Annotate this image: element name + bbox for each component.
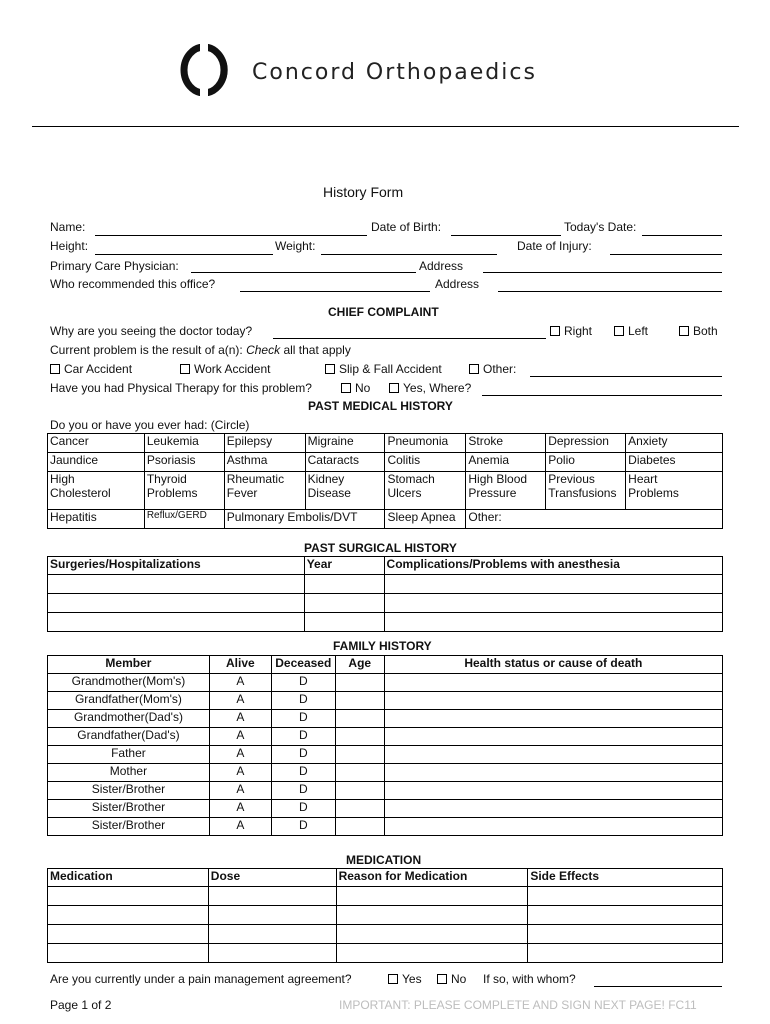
table-row bbox=[48, 613, 723, 632]
name-label: Name: bbox=[50, 220, 86, 234]
address2-label: Address bbox=[435, 277, 480, 291]
deceased-option[interactable]: D bbox=[271, 728, 335, 746]
result-label: Current problem is the result of a(n): Check all that apply bbox=[50, 343, 351, 357]
condition-cell[interactable]: High Cholesterol bbox=[48, 472, 145, 510]
alive-option[interactable]: A bbox=[209, 746, 271, 764]
condition-cell[interactable]: Colitis bbox=[385, 453, 466, 472]
medication-col-4: Side Effects bbox=[528, 869, 723, 887]
right-option[interactable]: Right bbox=[550, 324, 592, 338]
pmh-intro: Do you or have you ever had: (Circle) bbox=[50, 418, 250, 432]
condition-cell[interactable]: Pulmonary Embolis/DVT bbox=[224, 510, 385, 529]
alive-option[interactable]: A bbox=[209, 728, 271, 746]
family-member-cell: Mother bbox=[48, 764, 210, 782]
table-row bbox=[48, 674, 723, 692]
age-cell[interactable] bbox=[335, 800, 384, 818]
slip-checkbox[interactable] bbox=[325, 364, 335, 374]
family-member-cell: Grandmother(Dad's) bbox=[48, 710, 210, 728]
work-option[interactable]: Work Accident bbox=[180, 362, 270, 376]
address1-field[interactable] bbox=[483, 272, 722, 273]
address2-field[interactable] bbox=[498, 291, 722, 292]
condition-cell[interactable]: Polio bbox=[546, 453, 626, 472]
condition-cell[interactable]: Pneumonia bbox=[385, 434, 466, 453]
condition-cell[interactable]: Diabetes bbox=[626, 453, 723, 472]
condition-cell[interactable]: Stroke bbox=[466, 434, 546, 453]
family-member-cell: Grandfather(Mom's) bbox=[48, 692, 210, 710]
health-cell[interactable] bbox=[384, 800, 722, 818]
condition-cell[interactable]: Leukemia bbox=[144, 434, 224, 453]
medication-heading: MEDICATION bbox=[346, 853, 422, 867]
deceased-option[interactable]: D bbox=[271, 674, 335, 692]
age-cell[interactable] bbox=[335, 764, 384, 782]
table-row bbox=[48, 800, 723, 818]
table-row bbox=[48, 782, 723, 800]
today-label: Today's Date: bbox=[564, 220, 637, 234]
condition-cell[interactable]: Reflux/GERD bbox=[144, 510, 224, 529]
header-rule bbox=[32, 126, 739, 127]
family-member-cell: Grandmother(Mom's) bbox=[48, 674, 210, 692]
condition-cell[interactable]: Cataracts bbox=[305, 453, 385, 472]
pt-no-checkbox[interactable] bbox=[341, 383, 351, 393]
health-cell[interactable] bbox=[384, 764, 722, 782]
slip-option[interactable]: Slip & Fall Accident bbox=[325, 362, 442, 376]
family-col-alive: Alive bbox=[209, 656, 271, 674]
why-label: Why are you seeing the doctor today? bbox=[50, 324, 253, 338]
deceased-option[interactable]: D bbox=[271, 692, 335, 710]
weight-field[interactable] bbox=[321, 254, 497, 255]
table-row bbox=[48, 887, 723, 906]
table-row bbox=[48, 434, 723, 453]
pt-no-option[interactable]: No bbox=[341, 381, 370, 395]
family-member-cell: Father bbox=[48, 746, 210, 764]
alive-option[interactable]: A bbox=[209, 818, 271, 836]
pain-no-option[interactable]: No bbox=[437, 972, 466, 986]
pain-yes-checkbox[interactable] bbox=[388, 974, 398, 984]
form-title: History Form bbox=[323, 184, 404, 200]
condition-cell[interactable]: Asthma bbox=[224, 453, 305, 472]
condition-cell[interactable]: Epilepsy bbox=[224, 434, 305, 453]
pain-whom-field[interactable] bbox=[594, 986, 722, 987]
why-field[interactable] bbox=[273, 338, 546, 339]
alive-option[interactable]: A bbox=[209, 710, 271, 728]
medication-table bbox=[47, 868, 723, 963]
dob-label: Date of Birth: bbox=[371, 220, 442, 234]
deceased-option[interactable]: D bbox=[271, 746, 335, 764]
surgical-heading: PAST SURGICAL HISTORY bbox=[304, 541, 457, 555]
other-field[interactable] bbox=[530, 376, 722, 377]
car-checkbox[interactable] bbox=[50, 364, 60, 374]
deceased-option[interactable]: D bbox=[271, 800, 335, 818]
deceased-option[interactable]: D bbox=[271, 782, 335, 800]
referral-label: Who recommended this office? bbox=[50, 277, 216, 291]
family-member-cell: Sister/Brother bbox=[48, 818, 210, 836]
today-field[interactable] bbox=[642, 235, 722, 236]
table-row bbox=[48, 728, 723, 746]
medication-col-2: Dose bbox=[208, 869, 336, 887]
family-col-age: Age bbox=[335, 656, 384, 674]
family-member-cell: Grandfather(Dad's) bbox=[48, 728, 210, 746]
table-row bbox=[48, 764, 723, 782]
condition-cell[interactable]: Sleep Apnea bbox=[385, 510, 466, 529]
health-cell[interactable] bbox=[384, 692, 722, 710]
pmh-table bbox=[47, 433, 723, 529]
family-member-cell: Sister/Brother bbox=[48, 800, 210, 818]
table-row bbox=[48, 472, 723, 510]
age-cell[interactable] bbox=[335, 710, 384, 728]
pain-no-checkbox[interactable] bbox=[437, 974, 447, 984]
pain-whom-label: If so, with whom? bbox=[483, 972, 576, 986]
condition-cell[interactable]: Depression bbox=[546, 434, 626, 453]
pt-yes-checkbox[interactable] bbox=[389, 383, 399, 393]
weight-label: Weight: bbox=[275, 239, 316, 253]
dob-field[interactable] bbox=[451, 235, 561, 236]
age-cell[interactable] bbox=[335, 728, 384, 746]
pt-where-field[interactable] bbox=[482, 395, 722, 396]
page-number: Page 1 of 2 bbox=[50, 998, 112, 1012]
pt-yes-option[interactable]: Yes, Where? bbox=[389, 381, 471, 395]
pmh-heading: PAST MEDICAL HISTORY bbox=[308, 399, 453, 413]
family-col-deceased: Deceased bbox=[271, 656, 335, 674]
pcp-label: Primary Care Physician: bbox=[50, 259, 179, 273]
pcp-field[interactable] bbox=[191, 272, 416, 273]
age-cell[interactable] bbox=[335, 782, 384, 800]
surgical-col-3: Complications/Problems with anesthesia bbox=[384, 557, 722, 575]
pain-yes-option[interactable]: Yes bbox=[388, 972, 422, 986]
family-table bbox=[47, 655, 723, 836]
condition-cell[interactable]: Kidney Disease bbox=[305, 472, 385, 510]
family-col-health: Health status or cause of death bbox=[384, 656, 722, 674]
health-cell[interactable] bbox=[384, 728, 722, 746]
alive-option[interactable]: A bbox=[209, 764, 271, 782]
condition-cell[interactable]: Thyroid Problems bbox=[144, 472, 224, 510]
work-checkbox[interactable] bbox=[180, 364, 190, 374]
footer-notice: IMPORTANT: PLEASE COMPLETE AND SIGN NEXT PAGE! FC11 bbox=[339, 998, 697, 1012]
table-row bbox=[48, 746, 723, 764]
other-checkbox[interactable] bbox=[469, 364, 479, 374]
health-cell[interactable] bbox=[384, 818, 722, 836]
logo-text: Concord Orthopaedics bbox=[252, 60, 537, 85]
name-field[interactable] bbox=[95, 235, 367, 236]
alive-option[interactable]: A bbox=[209, 674, 271, 692]
other-condition-cell[interactable]: Other: bbox=[466, 510, 723, 529]
other-option[interactable]: Other: bbox=[469, 362, 516, 376]
condition-cell[interactable]: Jaundice bbox=[48, 453, 145, 472]
family-heading: FAMILY HISTORY bbox=[333, 639, 432, 653]
family-col-member: Member bbox=[48, 656, 210, 674]
condition-cell[interactable]: High Blood Pressure bbox=[466, 472, 546, 510]
age-cell[interactable] bbox=[335, 674, 384, 692]
surgical-col-2: Year bbox=[304, 557, 384, 575]
deceased-option[interactable]: D bbox=[271, 710, 335, 728]
referral-field[interactable] bbox=[240, 291, 430, 292]
alive-option[interactable]: A bbox=[209, 800, 271, 818]
health-cell[interactable] bbox=[384, 746, 722, 764]
deceased-option[interactable]: D bbox=[271, 818, 335, 836]
height-label: Height: bbox=[50, 239, 89, 253]
address1-label: Address bbox=[419, 259, 464, 273]
pain-question: Are you currently under a pain management agreement? bbox=[50, 972, 352, 986]
surgical-col-1: Surgeries/Hospitalizations bbox=[48, 557, 305, 575]
chief-complaint-heading: CHIEF COMPLAINT bbox=[328, 305, 439, 319]
car-option[interactable]: Car Accident bbox=[50, 362, 132, 376]
condition-cell[interactable]: Migraine bbox=[305, 434, 385, 453]
condition-cell[interactable]: Heart Problems bbox=[626, 472, 723, 510]
condition-cell[interactable]: Anemia bbox=[466, 453, 546, 472]
condition-cell[interactable]: Hepatitis bbox=[48, 510, 145, 529]
both-option[interactable]: Both bbox=[679, 324, 718, 338]
deceased-option[interactable]: D bbox=[271, 764, 335, 782]
table-row bbox=[48, 818, 723, 836]
table-row bbox=[48, 906, 723, 925]
injury-field[interactable] bbox=[610, 254, 722, 255]
condition-cell[interactable]: Psoriasis bbox=[144, 453, 224, 472]
alive-option[interactable]: A bbox=[209, 692, 271, 710]
left-option[interactable]: Left bbox=[614, 324, 648, 338]
table-row bbox=[48, 944, 723, 963]
health-cell[interactable] bbox=[384, 782, 722, 800]
table-row bbox=[48, 925, 723, 944]
logo-icon bbox=[178, 44, 240, 96]
condition-cell[interactable]: Anxiety bbox=[626, 434, 723, 453]
pt-label: Have you had Physical Therapy for this problem? bbox=[50, 381, 312, 395]
medication-col-1: Medication bbox=[48, 869, 209, 887]
condition-cell[interactable]: Cancer bbox=[48, 434, 145, 453]
left-checkbox[interactable] bbox=[614, 326, 624, 336]
health-cell[interactable] bbox=[384, 674, 722, 692]
age-cell[interactable] bbox=[335, 692, 384, 710]
table-row bbox=[48, 575, 723, 594]
injury-label: Date of Injury: bbox=[517, 239, 592, 253]
age-cell[interactable] bbox=[335, 818, 384, 836]
condition-cell[interactable]: Stomach Ulcers bbox=[385, 472, 466, 510]
table-row bbox=[48, 692, 723, 710]
condition-cell[interactable]: Rheumatic Fever bbox=[224, 472, 305, 510]
right-checkbox[interactable] bbox=[550, 326, 560, 336]
alive-option[interactable]: A bbox=[209, 782, 271, 800]
health-cell[interactable] bbox=[384, 710, 722, 728]
both-checkbox[interactable] bbox=[679, 326, 689, 336]
table-row bbox=[48, 453, 723, 472]
family-member-cell: Sister/Brother bbox=[48, 782, 210, 800]
table-row bbox=[48, 510, 723, 529]
table-row bbox=[48, 710, 723, 728]
surgical-table bbox=[47, 556, 723, 632]
condition-cell[interactable]: Previous Transfusions bbox=[546, 472, 626, 510]
medication-col-3: Reason for Medication bbox=[336, 869, 528, 887]
age-cell[interactable] bbox=[335, 746, 384, 764]
height-field[interactable] bbox=[95, 254, 273, 255]
table-row bbox=[48, 594, 723, 613]
